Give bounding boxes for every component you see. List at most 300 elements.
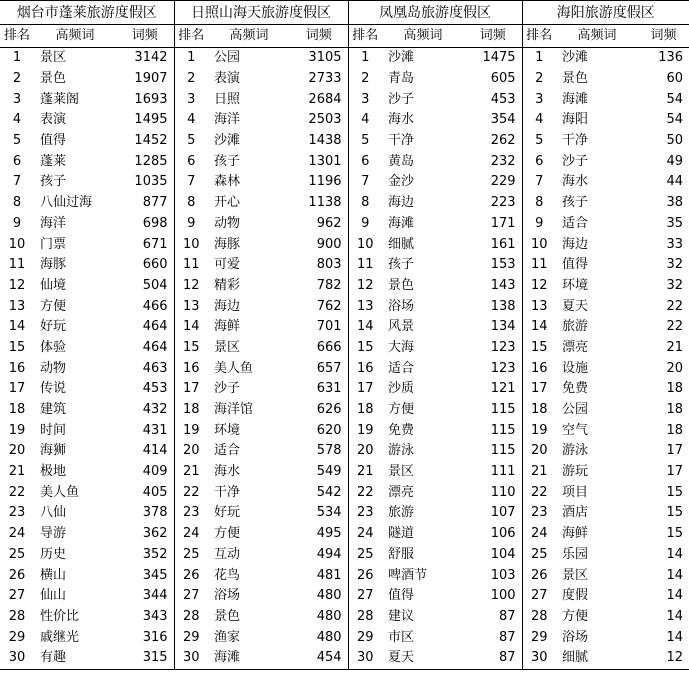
rank-cell: 21 (348, 462, 382, 483)
rank-cell: 15 (174, 338, 208, 359)
word-cell: 风景 (388, 319, 415, 335)
freq-cell: 466 (142, 298, 168, 314)
freq-cell: 18 (666, 381, 684, 397)
rank-cell: 11 (174, 255, 208, 276)
section-title: 凤凰岛旅游度假区 (348, 1, 522, 25)
rank-cell: 6 (522, 151, 556, 172)
word-cell: 传说 (40, 381, 67, 397)
rank-cell: 29 (174, 627, 208, 648)
section-title: 海阳旅游度假区 (522, 1, 689, 25)
freq-cell: 111 (490, 464, 516, 480)
rank-cell: 9 (174, 214, 208, 235)
rank-cell: 4 (522, 110, 556, 131)
table-row (0, 69, 689, 90)
rank-cell: 21 (522, 462, 556, 483)
freq-cell: 12 (638, 648, 689, 669)
freq-cell: 15 (666, 484, 684, 500)
word-cell: 夏天 (382, 648, 464, 669)
freq-cell: 232 (490, 153, 516, 169)
freq-cell: 87 (464, 648, 522, 669)
word-cell: 夏天 (562, 298, 589, 314)
freq-cell: 136 (658, 50, 684, 66)
word-cell: 漂亮 (388, 484, 415, 500)
rank-cell: 30 (348, 648, 382, 669)
rank-cell: 16 (348, 358, 382, 379)
freq-header: 词频 (116, 25, 174, 48)
rank-cell: 9 (348, 214, 382, 235)
rank-header: 排名 (174, 25, 208, 48)
freq-cell: 453 (490, 91, 516, 107)
freq-header: 词频 (464, 25, 522, 48)
rank-cell: 30 (174, 648, 208, 669)
freq-cell: 106 (490, 526, 516, 542)
freq-cell: 578 (316, 443, 342, 459)
word-cell: 方便 (562, 608, 589, 624)
word-cell: 黄岛 (388, 153, 415, 169)
rank-cell: 1 (348, 48, 382, 69)
word-cell: 开心 (214, 195, 241, 211)
table-row (0, 317, 689, 338)
rank-cell: 13 (8, 298, 26, 314)
rank-cell: 23 (522, 503, 556, 524)
freq-cell: 354 (490, 112, 516, 128)
freq-cell: 60 (666, 71, 684, 87)
word-cell: 值得 (562, 257, 589, 273)
rank-cell: 6 (174, 151, 208, 172)
word-cell: 动物 (40, 360, 67, 376)
word-cell: 浴场 (388, 298, 415, 314)
rank-cell: 18 (174, 400, 208, 421)
freq-cell: 414 (142, 443, 168, 459)
rank-cell: 22 (522, 482, 556, 503)
word-cell: 浴场 (562, 629, 589, 645)
word-cell: 干净 (214, 484, 241, 500)
rank-cell: 6 (348, 151, 382, 172)
rank-cell: 29 (522, 627, 556, 648)
freq-cell: 803 (316, 257, 342, 273)
word-cell: 景色 (388, 277, 415, 293)
word-cell: 舒服 (388, 546, 415, 562)
table-row (0, 172, 689, 193)
word-cell: 旅游 (388, 505, 415, 521)
freq-cell: 35 (666, 215, 684, 231)
rank-cell: 9 (522, 214, 556, 235)
rank-cell: 14 (348, 317, 382, 338)
rank-cell: 27 (174, 586, 208, 607)
word-cell: 可爱 (214, 257, 241, 273)
word-cell: 公园 (214, 50, 241, 66)
word-cell: 海鲜 (214, 319, 241, 335)
section-title: 烟台市蓬莱旅游度假区 (0, 1, 174, 25)
freq-cell: 480 (316, 629, 342, 645)
rank-cell: 12 (348, 276, 382, 297)
rank-cell: 15 (348, 338, 382, 359)
word-cell: 花鸟 (214, 567, 241, 583)
word-cell: 孩子 (214, 153, 241, 169)
freq-cell: 432 (142, 402, 168, 418)
word-cell: 美人鱼 (40, 484, 80, 500)
table-row (0, 441, 689, 462)
rank-cell: 10 (348, 234, 382, 255)
rank-cell: 3 (522, 89, 556, 110)
rank-cell: 12 (174, 276, 208, 297)
rank-cell: 4 (12, 112, 22, 128)
rank-cell: 24 (348, 524, 382, 545)
rank-cell: 13 (174, 296, 208, 317)
word-cell: 表演 (40, 112, 67, 128)
rank-cell: 13 (348, 296, 382, 317)
word-cell: 历史 (40, 546, 67, 562)
freq-cell: 315 (116, 648, 174, 669)
word-cell: 沙滩 (388, 50, 415, 66)
freq-cell: 1285 (134, 153, 168, 169)
rank-header: 排名 (348, 25, 382, 48)
word-cell: 沙子 (214, 381, 241, 397)
rank-cell: 17 (8, 381, 26, 397)
freq-cell: 405 (142, 484, 168, 500)
word-cell: 海洋 (40, 215, 67, 231)
word-cell: 沙质 (388, 381, 415, 397)
freq-cell: 21 (666, 339, 684, 355)
rank-cell: 7 (348, 172, 382, 193)
freq-cell: 44 (666, 174, 684, 190)
freq-cell: 463 (142, 360, 168, 376)
rank-cell: 24 (8, 526, 26, 542)
rank-cell: 16 (8, 360, 26, 376)
rank-cell: 20 (8, 443, 26, 459)
freq-cell: 620 (316, 422, 342, 438)
freq-cell: 464 (142, 319, 168, 335)
freq-cell: 464 (142, 339, 168, 355)
freq-cell: 32 (666, 257, 684, 273)
freq-cell: 123 (490, 339, 516, 355)
freq-cell: 17 (666, 443, 684, 459)
table-row (0, 545, 689, 566)
word-cell: 景色 (562, 71, 589, 87)
freq-cell: 50 (666, 133, 684, 149)
table-row (0, 338, 689, 359)
word-cell: 海滩 (208, 648, 290, 669)
word-cell: 值得 (40, 133, 67, 149)
freq-cell: 2733 (308, 71, 342, 87)
freq-cell: 14 (666, 567, 684, 583)
word-cell: 游玩 (562, 464, 589, 480)
word-cell: 景区 (214, 339, 241, 355)
rank-cell: 27 (522, 586, 556, 607)
rank-cell: 20 (348, 441, 382, 462)
freq-cell: 3142 (134, 50, 168, 66)
rank-cell: 18 (348, 400, 382, 421)
rank-cell: 6 (12, 153, 22, 169)
freq-cell: 480 (316, 608, 342, 624)
word-cell: 海洋馆 (214, 402, 254, 418)
rank-cell: 22 (174, 482, 208, 503)
word-cell: 门票 (40, 236, 67, 252)
freq-cell: 15 (666, 505, 684, 521)
freq-cell: 1438 (308, 133, 342, 149)
word-cell: 海边 (214, 298, 241, 314)
rank-cell: 2 (348, 69, 382, 90)
word-cell: 海滩 (562, 91, 589, 107)
rank-cell: 11 (348, 255, 382, 276)
freq-cell: 2684 (308, 91, 342, 107)
rank-cell: 30 (522, 648, 556, 669)
word-cell: 度假 (562, 588, 589, 604)
word-cell: 环境 (214, 422, 241, 438)
word-cell: 八仙 (40, 505, 67, 521)
rank-cell: 19 (174, 420, 208, 441)
freq-cell: 104 (490, 546, 516, 562)
freq-header: 词频 (290, 25, 348, 48)
table-row (0, 482, 689, 503)
freq-cell: 698 (142, 215, 168, 231)
table-row (0, 89, 689, 110)
freq-cell: 1138 (308, 195, 342, 211)
freq-cell: 549 (316, 464, 342, 480)
freq-cell: 32 (666, 277, 684, 293)
freq-cell: 605 (490, 71, 516, 87)
word-cell: 沙子 (562, 153, 589, 169)
word-cell: 蓬莱 (40, 153, 67, 169)
word-header: 高频词 (382, 25, 464, 48)
table-row (0, 627, 689, 648)
rank-cell: 17 (174, 379, 208, 400)
rank-cell: 22 (348, 482, 382, 503)
word-cell: 干净 (562, 133, 589, 149)
word-cell: 蓬莱阁 (40, 91, 80, 107)
word-cell: 孩子 (562, 195, 589, 211)
freq-cell: 657 (316, 360, 342, 376)
freq-cell: 123 (490, 360, 516, 376)
rank-cell: 28 (8, 608, 26, 624)
word-cell: 极地 (40, 464, 67, 480)
rank-cell: 15 (522, 338, 556, 359)
rank-cell: 5 (12, 133, 22, 149)
word-cell: 细腻 (556, 648, 638, 669)
rank-cell: 29 (8, 629, 26, 645)
rank-cell: 11 (522, 255, 556, 276)
freq-cell: 1495 (134, 112, 168, 128)
word-cell: 浴场 (214, 588, 241, 604)
word-cell: 森林 (214, 174, 241, 190)
table-row (0, 131, 689, 152)
freq-cell: 54 (666, 112, 684, 128)
word-cell: 海边 (388, 195, 415, 211)
word-cell: 值得 (388, 588, 415, 604)
freq-cell: 22 (666, 298, 684, 314)
rank-cell: 1 (522, 48, 556, 69)
rank-cell: 16 (522, 358, 556, 379)
freq-cell: 49 (666, 153, 684, 169)
word-cell: 漂亮 (562, 339, 589, 355)
rank-cell: 26 (348, 565, 382, 586)
freq-cell: 2503 (308, 112, 342, 128)
word-cell: 仙境 (40, 277, 67, 293)
word-cell: 环境 (562, 277, 589, 293)
word-cell: 孩子 (388, 257, 415, 273)
word-cell: 渔家 (214, 629, 241, 645)
rank-cell: 4 (174, 110, 208, 131)
word-cell: 隧道 (388, 526, 415, 542)
rank-cell: 11 (8, 257, 26, 273)
table-row (0, 255, 689, 276)
word-cell: 海边 (562, 236, 589, 252)
word-cell: 海洋 (214, 112, 241, 128)
rank-cell: 3 (174, 89, 208, 110)
rank-cell: 7 (12, 174, 22, 190)
table-row (0, 296, 689, 317)
freq-cell: 100 (490, 588, 516, 604)
rank-cell: 10 (174, 234, 208, 255)
rank-cell: 21 (174, 462, 208, 483)
freq-cell: 1693 (134, 91, 168, 107)
rank-cell: 26 (8, 567, 26, 583)
word-cell: 细腻 (388, 236, 415, 252)
rank-cell: 24 (522, 524, 556, 545)
rank-cell: 2 (522, 69, 556, 90)
rank-cell: 10 (522, 234, 556, 255)
rank-cell: 3 (12, 91, 22, 107)
freq-cell: 344 (142, 588, 168, 604)
table-row (0, 420, 689, 441)
table-row (0, 400, 689, 421)
word-cell: 好玩 (214, 505, 241, 521)
freq-cell: 454 (290, 648, 348, 669)
word-cell: 海阳 (562, 112, 589, 128)
rank-cell: 14 (522, 317, 556, 338)
word-cell: 海水 (562, 174, 589, 190)
rank-cell: 12 (522, 276, 556, 297)
freq-cell: 110 (490, 484, 516, 500)
freq-cell: 494 (316, 546, 342, 562)
word-cell: 横山 (40, 567, 67, 583)
word-cell: 孩子 (40, 174, 67, 190)
word-cell: 市区 (388, 629, 415, 645)
freq-cell: 1035 (134, 174, 168, 190)
freq-cell: 352 (142, 546, 168, 562)
table-row (0, 110, 689, 131)
word-header: 高频词 (34, 25, 116, 48)
freq-cell: 316 (142, 629, 168, 645)
table-row (0, 214, 689, 235)
section-title: 日照山海天旅游度假区 (174, 1, 348, 25)
word-cell: 导游 (40, 526, 67, 542)
word-header: 高频词 (208, 25, 290, 48)
freq-cell: 14 (666, 588, 684, 604)
word-cell: 沙子 (388, 91, 415, 107)
freq-cell: 38 (666, 195, 684, 211)
table-row (0, 379, 689, 400)
freq-cell: 14 (666, 608, 684, 624)
rank-cell: 20 (174, 441, 208, 462)
table-row (0, 565, 689, 586)
word-cell: 沙滩 (562, 50, 589, 66)
rank-cell: 17 (348, 379, 382, 400)
word-cell: 方便 (40, 298, 67, 314)
rank-cell: 5 (174, 131, 208, 152)
freq-cell: 103 (490, 567, 516, 583)
rank-cell: 18 (522, 400, 556, 421)
rank-cell: 7 (522, 172, 556, 193)
word-cell: 游泳 (562, 443, 589, 459)
word-cell: 精彩 (214, 277, 241, 293)
rank-header: 排名 (522, 25, 556, 48)
word-cell: 啤酒节 (388, 567, 428, 583)
freq-cell: 3105 (308, 50, 342, 66)
freq-header: 词频 (638, 25, 689, 48)
word-cell: 时间 (40, 422, 67, 438)
freq-cell: 962 (316, 215, 342, 231)
word-cell: 空气 (562, 422, 589, 438)
word-cell: 酒店 (562, 505, 589, 521)
freq-cell: 877 (142, 195, 168, 211)
word-cell: 沙滩 (214, 133, 241, 149)
word-cell: 海水 (388, 112, 415, 128)
word-cell: 海狮 (40, 443, 67, 459)
word-cell: 金沙 (388, 174, 415, 190)
table-row (0, 648, 689, 669)
rank-cell: 1 (12, 50, 22, 66)
word-cell: 海豚 (214, 236, 241, 252)
word-cell: 动物 (214, 215, 241, 231)
freq-cell: 431 (142, 422, 168, 438)
rank-cell: 13 (522, 296, 556, 317)
freq-cell: 171 (490, 215, 516, 231)
table-row (0, 524, 689, 545)
word-cell: 互动 (214, 546, 241, 562)
freq-cell: 900 (316, 236, 342, 252)
freq-cell: 115 (490, 422, 516, 438)
rank-cell: 28 (522, 607, 556, 628)
word-header: 高频词 (556, 25, 638, 48)
rank-cell: 15 (8, 339, 26, 355)
rank-cell: 22 (8, 484, 26, 500)
rank-cell: 24 (174, 524, 208, 545)
freq-cell: 626 (316, 402, 342, 418)
table-row (0, 607, 689, 628)
word-cell: 体验 (40, 339, 67, 355)
freq-cell: 1196 (308, 174, 342, 190)
word-cell: 项目 (562, 484, 589, 500)
freq-cell: 1452 (134, 133, 168, 149)
freq-cell: 480 (316, 588, 342, 604)
table-row (0, 193, 689, 214)
rank-cell: 25 (8, 546, 26, 562)
freq-cell: 18 (666, 422, 684, 438)
table-row (0, 358, 689, 379)
table-row (0, 151, 689, 172)
word-cell: 海豚 (40, 257, 67, 273)
rank-cell: 23 (8, 505, 26, 521)
rank-cell: 14 (174, 317, 208, 338)
rank-cell: 16 (174, 358, 208, 379)
freq-cell: 22 (666, 319, 684, 335)
freq-cell: 33 (666, 236, 684, 252)
rank-cell: 19 (348, 420, 382, 441)
word-cell: 旅游 (562, 319, 589, 335)
rank-cell: 2 (174, 69, 208, 90)
word-cell: 仙山 (40, 588, 67, 604)
freq-cell: 229 (490, 174, 516, 190)
rank-cell: 26 (522, 565, 556, 586)
rank-cell: 19 (8, 422, 26, 438)
table-row (0, 48, 689, 69)
freq-cell: 121 (490, 381, 516, 397)
rank-cell: 2 (12, 71, 22, 87)
rank-cell: 14 (8, 319, 26, 335)
rank-cell: 17 (522, 379, 556, 400)
word-cell: 海鲜 (562, 526, 589, 542)
